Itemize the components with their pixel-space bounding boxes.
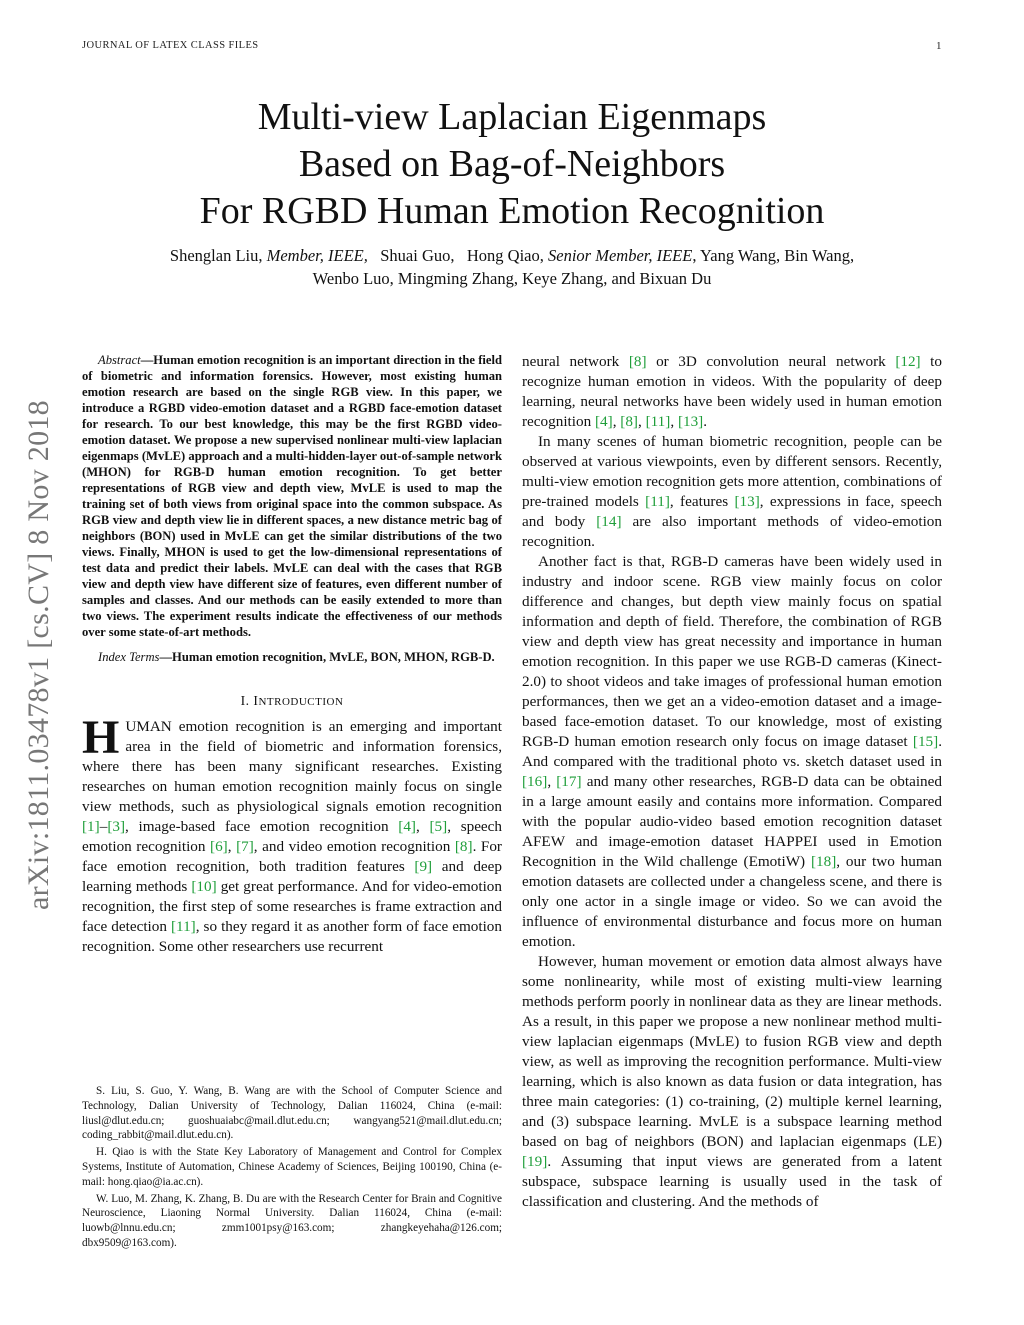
- text-run: or 3D convolution neural network: [646, 353, 896, 370]
- author-line-2: Wenbo Luo, Mingming Zhang, Keye Zhang, and Bixuan Du: [312, 269, 712, 288]
- citation-link[interactable]: [10]: [191, 878, 217, 895]
- citation-link[interactable]: [1]: [82, 818, 100, 835]
- citation-link[interactable]: [6]: [210, 838, 228, 855]
- text-run: , our two human emotion datasets are collected under a changeless scene, and there is only one actor in a single image or video. So we can avoid the influence of environmental disturbance and focus more on human emotion.: [522, 853, 942, 950]
- citation-link[interactable]: [4]: [594, 413, 613, 430]
- right-column: [522, 352, 942, 1212]
- text-run: In many scenes of human biometric recognition, people can be observed at various viewpoints, even by different sensors. Recently, multi-view emotion recognition gets more attention, combinations of pre-trained models: [522, 433, 942, 510]
- citation-link[interactable]: [11]: [645, 413, 671, 430]
- arxiv-watermark: [20, 350, 58, 960]
- text-run: get great performance. And for video-emotion recognition, the first step of some researches is frame extraction and face detection: [82, 878, 502, 935]
- abstract: [82, 352, 502, 640]
- author-line-1: [0, 244, 1024, 267]
- section-title-initial: I: [253, 693, 259, 708]
- section-heading: [82, 693, 502, 709]
- text-run: , image-based face emotion recognition: [125, 818, 399, 835]
- citation-link[interactable]: [13]: [677, 413, 704, 430]
- citation-link[interactable]: [18]: [810, 853, 837, 870]
- text-run: ,: [227, 838, 237, 855]
- citation-link[interactable]: [3]: [107, 818, 126, 835]
- footnote: H. Qiao is with the State Key Laboratory of Management and Control for Complex Systems, Institute of Automation, Chinese Academy of Sciences, Beijing 100190, China (e-mail: hong.qiao@ia.ac.cn).: [82, 1146, 502, 1188]
- author-name: Hong Qiao,: [466, 246, 544, 265]
- author-name: Shenglan Liu,: [169, 246, 263, 265]
- text-run: Another fact is that, RGB-D cameras have been widely used in industry and indoor scene. RGB view mainly focus on color difference and changes, but depth view mainly focus on spatial information and depth of field. Therefore, the combination of RGB view and depth view has great necessity and importance in human emotion recognition. In this paper we use RGB-D cameras (Kinect-2.0) to shoot videos and take images of professional human emotion performances, then we get an a video-emotion dataset and a image-based face-emotion dataset. To our knowledge, most of existing RGB-D human emotion research only focus on image dataset: [522, 553, 942, 750]
- text-run: , and video emotion recognition: [253, 838, 455, 855]
- index-terms-label: Index Terms: [98, 650, 160, 664]
- text-run: However, human movement or emotion data almost always have some nonlinearity, while most of existing multi-view learning methods perform poorly in nonlinear data as they are linear methods. As a result, in this paper we propose a new nonlinear method multi-view laplacian eigenmaps (MvLE) to fusion RGB view and depth view, as well as improving the recognition performance. Multi-view learning, which is also known as data fusion or data integration, has three main categories: (1) co-training, (2) multiple kernel learning, and (3) subspace learning. MvLE is a subspace learning method based on bag of neighbors (BON) and laplacian eigenmaps (LE): [522, 953, 942, 1150]
- text-run: , speech emotion recognition: [82, 818, 503, 855]
- citation-link[interactable]: [14]: [596, 513, 622, 530]
- text-run: ,: [638, 413, 646, 430]
- citation-link[interactable]: [8]: [454, 838, 473, 855]
- section-number: I.: [240, 693, 250, 708]
- footnotes: [82, 1084, 502, 1253]
- index-terms: [82, 649, 502, 665]
- paper-title: [0, 94, 1024, 235]
- citation-link[interactable]: [7]: [236, 838, 254, 855]
- title-line-3: For RGBD Human Emotion Recognition: [199, 190, 825, 232]
- text-run: .: [703, 413, 708, 430]
- arxiv-id: arXiv:1811.03478v1 [cs.CV] 8 Nov 2018: [22, 400, 55, 910]
- footnote: S. Liu, S. Guo, Y. Wang, B. Wang are with the School of Computer Science and Technology, Dalian University of Technology, Dalian 116024, China (e-mail: liusl@dlut.edu.cn; guoshuaiabc@mail.dlut.edu.cn; wangyang521@mail.dlut.edu.cn; coding_rabbit@mail.dlut.edu.cn).: [82, 1085, 502, 1142]
- text-run: , so they regard it as another form of face emotion recognition. Some other researchers use recurrent: [82, 918, 502, 955]
- author-name: , Yang Wang, Bin Wang,: [692, 246, 855, 265]
- text-run: , features: [669, 493, 735, 510]
- text-run: –: [99, 818, 108, 835]
- index-terms-text: —Human emotion recognition, MvLE, BON, MHON, RGB-D.: [159, 650, 495, 664]
- citation-link[interactable]: [9]: [414, 858, 433, 875]
- text-run: ,: [415, 818, 430, 835]
- abstract-label: Abstract: [98, 353, 141, 367]
- author-role: Member, IEEE,: [266, 246, 368, 265]
- text-run: . For face emotion recognition, both tradition features: [82, 838, 502, 875]
- text-run: , expressions in face, speech and body: [522, 493, 943, 530]
- text-run: are also important methods of video-emotion recognition.: [522, 513, 942, 550]
- page-number: 1: [936, 40, 942, 52]
- author-name: Shuai Guo,: [380, 246, 455, 265]
- text-run: ,: [547, 773, 557, 790]
- intro-paragraph: [82, 711, 503, 957]
- citation-link[interactable]: [13]: [734, 493, 760, 510]
- text-run: UMAN emotion recognition is an emerging and important area in the field of biometric and information forensics, where there has been many significant researches. Existing researches on human emotion recognition mainly focus on single view methods, such as physiological signals emotion recognition: [82, 718, 502, 815]
- citation-link[interactable]: [12]: [895, 353, 921, 370]
- title-line-2: Based on Bag-of-Neighbors: [298, 143, 726, 185]
- citation-link[interactable]: [15]: [912, 733, 939, 750]
- text-run: and deep learning methods: [82, 858, 502, 895]
- title-line-1: Multi-view Laplacian Eigenmaps: [257, 96, 767, 138]
- section-title-rest: NTRODUCTION: [258, 696, 344, 708]
- text-run: . And compared with the traditional photo vs. sketch dataset used in: [522, 733, 942, 770]
- author-role: Senior Member, IEEE: [548, 246, 693, 265]
- body-paragraph: [522, 552, 942, 952]
- citation-link[interactable]: [4]: [398, 818, 416, 835]
- left-column: [82, 352, 502, 957]
- citation-link[interactable]: [16]: [522, 773, 548, 790]
- text-run: . Assuming that input views are generated from a latent subspace, subspace learning is usually used in the task of classification and clustering. And the methods of: [522, 1153, 942, 1210]
- running-header: JOURNAL OF LATEX CLASS FILES: [82, 40, 259, 51]
- citation-link[interactable]: [8]: [628, 353, 647, 370]
- footnote: W. Luo, M. Zhang, K. Zhang, B. Du are with the Research Center for Brain and Cognitive Neuroscience, Liaoning Normal University. Dalian 116024, China (e-mail: luowb@lnnu.edu.cn; zmm1001psy@163.com; zhangkeyehaha@126.com; dbx9509@163.com).: [82, 1192, 502, 1249]
- text-run: ,: [670, 413, 678, 430]
- text-run: to recognize human emotion in videos. With the popularity of deep learning, neural networks have been widely used in human emotion recognition: [522, 353, 942, 430]
- body-paragraph: [522, 952, 942, 1212]
- citation-link[interactable]: [11]: [645, 493, 670, 510]
- citation-link[interactable]: [8]: [620, 413, 638, 430]
- text-run: neural network: [522, 353, 629, 370]
- body-paragraph: [522, 352, 942, 432]
- text-run: and many other researches, RGB-D data can be obtained in a large amount easily and contains more information. Compared with the popular audio-video based emotion recognition dataset AFEW and image-emotion dataset HAPPEI used in Emotion Recognition in the Wild challenge (EmotiW): [522, 773, 942, 870]
- author-list: [0, 244, 1024, 290]
- citation-link[interactable]: [5]: [429, 818, 448, 835]
- body-paragraph: [522, 432, 942, 552]
- drop-cap: H: [82, 711, 120, 764]
- text-run: ,: [612, 413, 621, 430]
- abstract-text: —Human emotion recognition is an important direction in the field of biometric and information forensics. However, most existing human emotion research are based on the single RGB view. In this paper, we introduce a RGBD video-emotion dataset and a RGBD face-emotion dataset for research. To our best knowledge, this may be the first RGBD video-emotion dataset. We propose a new supervised nonlinear multi-view laplacian eigenmaps (MvLE) approach and a multi-hidden-layer out-of-sample network (MHON) for RGB-D human emotion recognition. To get better representations of RGB view and depth view, MvLE is used to map the training set of both views from original space into the common subspace. As RGB view and depth view lie in different spaces, a new distance metric bag of neighbors (BON) used in MvLE can get the similar distributions of the two views. Finally, MHON is used to get the low-dimensional representations of test data and predict their labels. MvLE can deal with the cases that RGB view and depth view have different size of features, even different number of samples and classes. And our methods can be easily extended to more than two views. The experiment results indicate the effectiveness of our methods over some state-of-art methods.: [82, 353, 502, 639]
- citation-link[interactable]: [17]: [556, 773, 582, 790]
- citation-link[interactable]: [19]: [522, 1153, 548, 1170]
- citation-link[interactable]: [11]: [170, 918, 196, 935]
